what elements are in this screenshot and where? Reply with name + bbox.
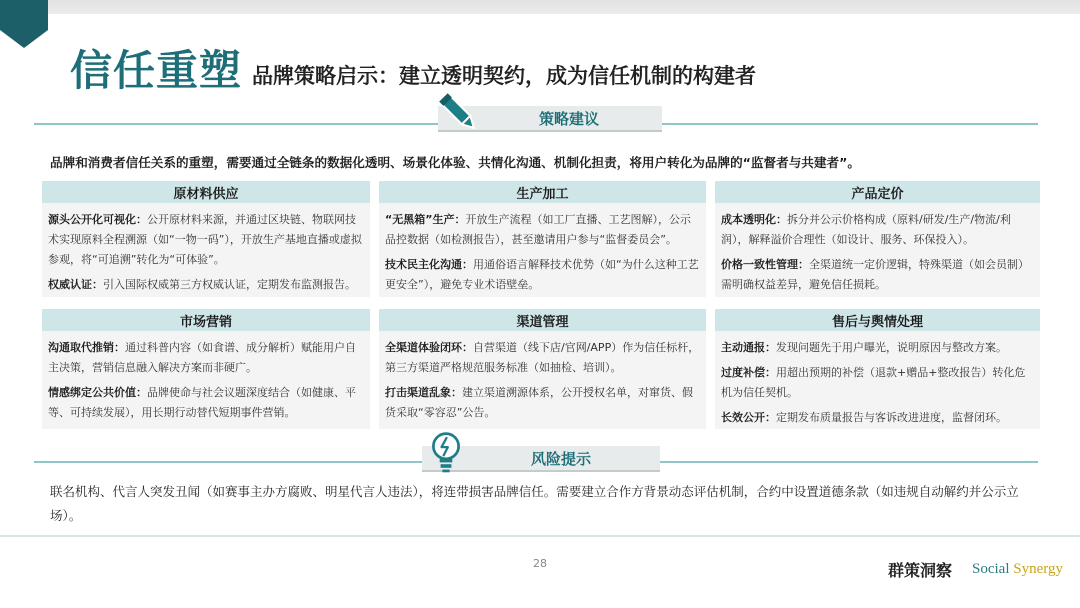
card-item-text: 用通俗语言解释技术优势（如“为什么这种工艺更安全”），避免专业术语壁垒。 <box>385 258 699 291</box>
card-pricing <box>715 181 1040 297</box>
card-item-text: 品牌使命与社会议题深度结合（如健康、平等、可持续发展），用长期行动替代短期事件营销。 <box>48 386 356 419</box>
card-item <box>48 210 364 270</box>
card-item-head: “无黑箱”生产： <box>385 213 466 226</box>
card-item-text: 引入国际权威第三方权威认证，定期发布监测报告。 <box>103 278 356 291</box>
top-strip <box>0 0 1080 14</box>
strategy-rule-left <box>34 123 442 125</box>
brand-logo-en <box>972 561 1063 578</box>
card-item-head: 情感绑定公共价值： <box>48 386 147 399</box>
card-item-text: 全渠道统一定价逻辑，特殊渠道（如会员制）需明确权益差异，避免信任损耗。 <box>721 258 1029 291</box>
card-item-text: 用超出预期的补偿（退款+赠品+整改报告）转化危机为信任契机。 <box>721 366 1026 399</box>
page-number: 28 <box>533 557 547 570</box>
card-title: 市场营销 <box>42 309 370 331</box>
pencil-icon <box>434 88 484 138</box>
card-item <box>385 338 700 378</box>
card-item <box>385 255 700 295</box>
page-title: 信任重塑 <box>70 46 243 95</box>
card-title: 生产加工 <box>379 181 706 203</box>
brand-en-part-2: Synergy <box>1013 561 1063 577</box>
card-item-head: 过度补偿： <box>721 366 776 379</box>
risk-rule-left <box>34 461 426 463</box>
card-marketing <box>42 309 370 429</box>
card-item-head: 长效公开： <box>721 411 776 424</box>
card-item <box>721 363 1034 403</box>
strategy-intro: 品牌和消费者信任关系的重塑，需要通过全链条的数据化透明、场景化体验、共情化沟通、机制化担责，将用户转化为品牌的“监督者与共建者”。 <box>50 155 860 170</box>
card-item <box>721 255 1034 295</box>
card-production <box>379 181 706 297</box>
card-item-head: 成本透明化： <box>721 213 787 226</box>
card-item <box>48 383 364 423</box>
card-raw-materials <box>42 181 370 297</box>
lightbulb-icon <box>428 430 464 475</box>
card-item-text: 通过科普内容（如食谱、成分解析）赋能用户自主决策，营销信息融入解决方案而非硬广。 <box>48 341 356 374</box>
page-subtitle: 品牌策略启示：建立透明契约，成为信任机制的构建者 <box>252 64 756 88</box>
brand-en-part-1: Social <box>972 561 1014 577</box>
card-channels <box>379 309 706 429</box>
card-item-text: 公开原材料来源，并通过区块链、物联网技术实现原料全程溯源（如“一物一码”），开放生产基地直播或虚拟参观，将“可追溯”转化为“可体验”。 <box>48 213 362 266</box>
risk-rule-right <box>660 461 1038 463</box>
card-item-text: 拆分并公示价格构成（原料/研发/生产/物流/利润），解释溢价合理性（如设计、服务、环保投入）。 <box>721 213 1011 246</box>
card-item-head: 价格一致性管理： <box>721 258 809 271</box>
strategy-tag-label: 策略建议 <box>538 109 599 128</box>
card-item-head: 全渠道体验闭环： <box>385 341 473 354</box>
risk-tag-label: 风险提示 <box>530 449 591 468</box>
card-item <box>48 338 364 378</box>
card-item-head: 沟通取代推销： <box>48 341 125 354</box>
card-title: 产品定价 <box>715 181 1040 203</box>
card-item-head: 源头公开化可视化： <box>48 213 147 226</box>
corner-triangle-icon <box>0 0 48 48</box>
card-item <box>721 408 1034 428</box>
card-item-text: 定期发布质量报告与客诉改进进度，监督闭环。 <box>776 411 1007 424</box>
card-item-head: 技术民主化沟通： <box>385 258 473 271</box>
card-item-text: 开放生产流程（如工厂直播、工艺图解），公示品控数据（如检测报告），甚至邀请用户参与“监督委员会”。 <box>385 213 691 246</box>
card-item <box>385 210 700 250</box>
strategy-rule-right <box>662 123 1038 125</box>
card-item-head: 主动通报： <box>721 341 776 354</box>
card-item-text: 发现问题先于用户曝光，说明原因与整改方案。 <box>776 341 1007 354</box>
card-title: 售后与舆情处理 <box>715 309 1040 331</box>
card-title: 渠道管理 <box>379 309 706 331</box>
card-after-sales <box>715 309 1040 429</box>
brand-logo-cn: 群策洞察 <box>888 561 953 580</box>
card-title: 原材料供应 <box>42 181 370 203</box>
card-item <box>385 383 700 423</box>
footer-rule <box>0 535 1080 537</box>
card-item <box>48 275 364 295</box>
card-item <box>721 338 1034 358</box>
card-item-text: 自营渠道（线下店/官网/APP）作为信任标杆，第三方渠道严格规范服务标准（如抽检、培训）。 <box>385 341 700 374</box>
card-item-head: 权威认证： <box>48 278 103 291</box>
card-item-head: 打击渠道乱象： <box>385 386 462 399</box>
card-item-text: 建立渠道溯源体系，公开授权名单，对窜货、假货采取“零容忍”公告。 <box>385 386 693 419</box>
card-item <box>721 210 1034 250</box>
risk-text: 联名机构、代言人突发丑闻（如赛事主办方腐败、明星代言人违法），将连带损害品牌信任。需要建立合作方背景动态评估机制，合约中设置道德条款（如违规自动解约并公示立场）。 <box>50 484 1019 523</box>
